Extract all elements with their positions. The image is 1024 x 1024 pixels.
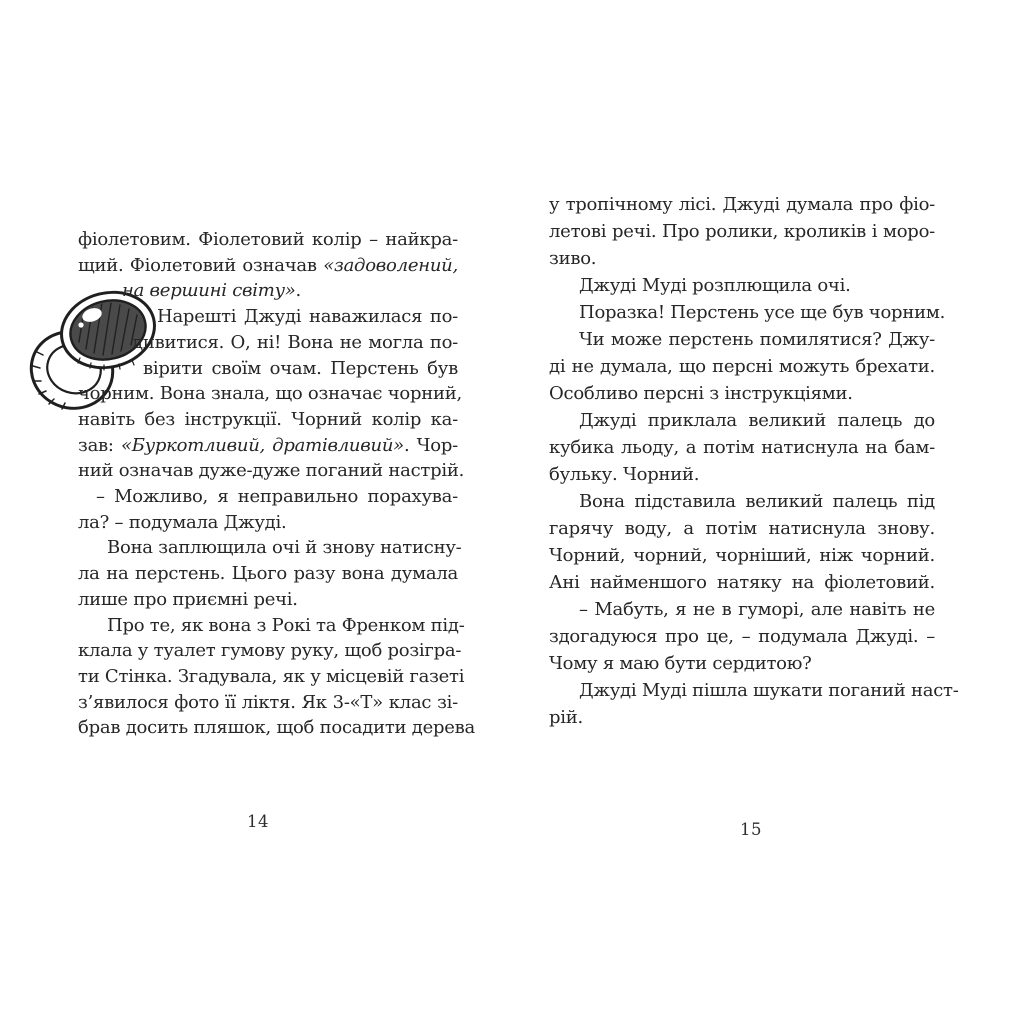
page-right [549,191,959,731]
text-segment: Ані найменшого натяку на фіолетовий. [549,572,935,593]
page-left [78,227,476,741]
text-segment: кубика льоду, а потім натиснула на бам- [549,437,935,458]
text-line [579,326,935,353]
text-segment: бульку. Чорний. [549,464,700,485]
text-segment: Джуді Муді розплющила очі. [579,275,851,296]
text-segment: ний означав дуже-дуже поганий настрій. [78,460,465,482]
text-line [549,191,935,218]
italic-text-segment: «задоволений, [323,254,458,276]
text-line [549,542,935,569]
text-segment: Чорний, чорний, чорніший, ніж чорний. [549,545,935,566]
text-segment: Чому я маю бути сердитою? [549,653,812,674]
page-right-text [549,191,959,731]
text-line [78,227,458,253]
text-segment: чорним. Вона знала, що означає чорний, [78,383,462,405]
text-line [78,690,458,716]
text-segment: Вона заплющила очі й знову натисну- [107,537,462,559]
text-line [549,650,935,677]
text-line [78,407,458,433]
text-line [78,510,458,536]
text-line [78,715,476,741]
text-segment: щий. Фіолетовий означав [78,254,324,276]
text-line [78,458,465,484]
text-line [157,304,458,330]
text-segment: у тропічному лісі. Джуді думала про фіо- [549,194,935,215]
text-segment: Джуді приклала великий палець до [579,410,935,431]
italic-text-segment: «Буркотливий, дратівливий» [120,434,404,456]
text-line [549,218,935,245]
text-line [78,253,458,279]
text-segment: зав: [78,434,121,456]
text-line [107,613,465,639]
text-segment: Про те, як вона з Рокі та Френком під- [107,614,465,636]
text-line [78,561,458,587]
text-segment: . Чор- [403,434,458,456]
text-line [78,433,458,459]
text-line [579,596,935,623]
page-number-right: 15 [740,820,762,839]
text-segment: ти Стінка. Згадувала, як у місцевій газеті [78,665,465,687]
text-line [549,434,935,461]
text-line [549,353,935,380]
text-segment: зиво. [549,248,597,269]
text-segment: ла на перстень. Цього разу вона думала [78,563,458,585]
text-segment: Чи може перстень помилятися? Джу- [579,329,935,350]
text-line [549,461,935,488]
text-line [549,515,935,542]
text-segment: летові речі. Про ролики, кроликів і моро- [549,221,935,242]
text-line [78,381,462,407]
text-segment: Особливо персні з інструкціями. [549,383,853,404]
text-line [78,638,462,664]
text-segment: . [295,280,302,302]
text-line [549,245,935,272]
text-segment: – Мабуть, я не в гуморі, але навіть не [579,599,935,620]
text-segment: ла? – подумала Джуді. [78,511,287,533]
text-line [549,623,935,650]
text-line [132,330,458,356]
text-line [579,488,935,515]
text-segment: брав досить пляшок, щоб посадити дерева [78,717,476,739]
text-segment: Джуді Муді пішла шукати поганий наст- [579,680,959,701]
text-segment: дивитися. О, ні! Вона не могла по- [132,331,458,353]
text-line [549,380,935,407]
text-line [579,677,959,704]
text-segment: Вона підставила великий палець під [579,491,935,512]
text-line [143,356,458,382]
text-line [549,569,935,596]
text-segment: Нарешті Джуді наважилася по- [157,306,458,328]
text-line [579,272,935,299]
text-line [107,535,462,561]
text-segment: здогадуюся про це, – подумала Джуді. – [549,626,935,647]
text-segment: фіолетовим. Фіолетовий колір – найкра- [78,229,458,250]
text-segment: з’явилося фото її ліктя. Як 3-«Т» клас зі- [78,691,458,713]
text-line [579,299,946,326]
text-segment: Поразка! Перстень усе ще був чорним. [579,302,946,323]
text-segment: навіть без інструкції. Чорний колір ка- [78,408,458,430]
text-segment: ді не думала, що персні можуть брехати. [549,356,935,377]
page-left-text [78,227,476,741]
text-line [122,278,458,304]
text-line [579,407,935,434]
text-segment: – Можливо, я неправильно порахува- [96,486,458,508]
text-line [96,484,458,510]
text-segment: лише про приємні речі. [78,588,298,610]
text-segment: гарячу воду, а потім натиснула знову. [549,518,935,539]
text-line [549,704,935,731]
text-segment: рій. [549,707,583,728]
text-segment: клала у туалет гумову руку, щоб розігра- [78,640,462,662]
page-number-left: 14 [247,812,269,831]
text-line [78,587,458,613]
italic-text-segment: на вершині світу» [122,280,296,302]
text-segment: вірити своїм очам. Перстень був [143,357,458,379]
text-line [78,664,465,690]
